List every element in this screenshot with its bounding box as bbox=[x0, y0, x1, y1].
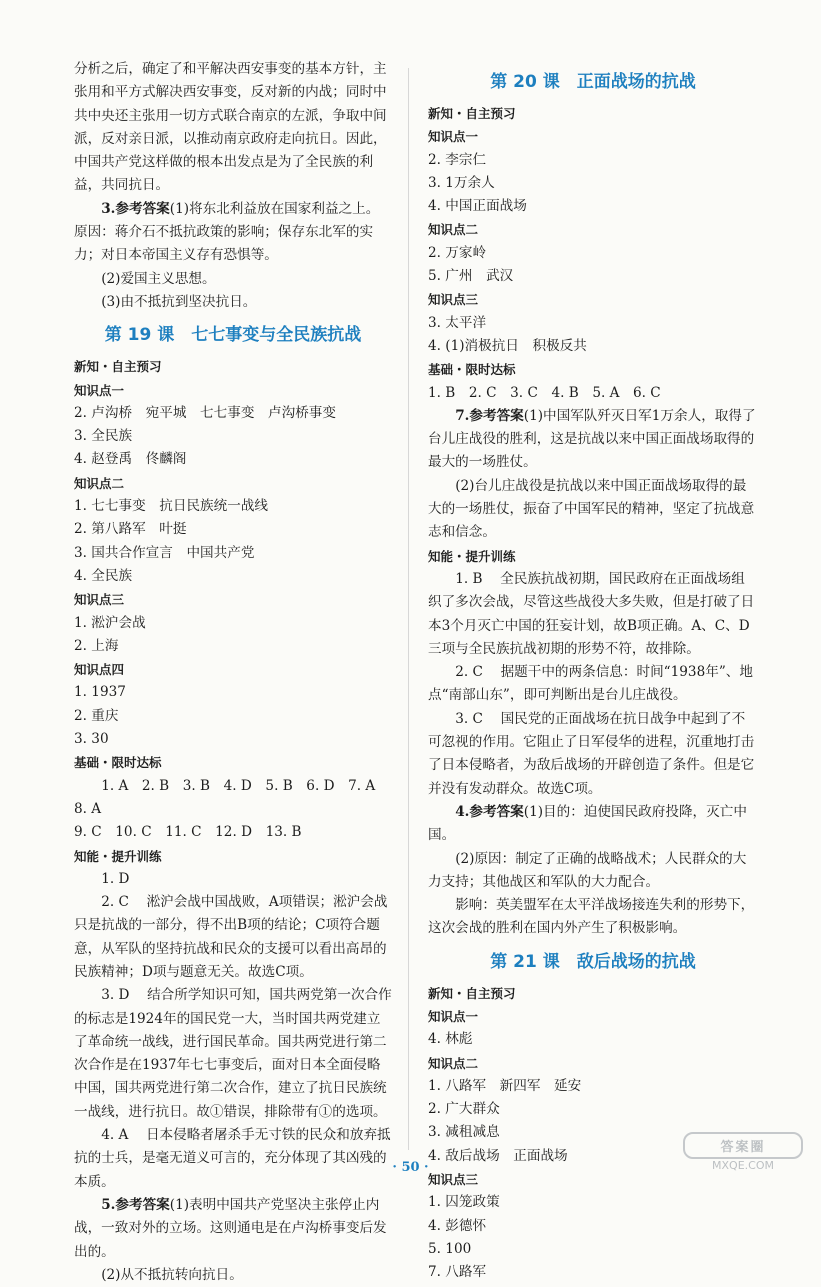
adv-1: 1. B 全民族抗战初期，国民政府在正面战场组织了多次会战，尽管这些战役大多失败，但是打破了日本3个月灭亡中国的狂妄计划，故B项正确。A、C、D三项与全民族抗战初期的形势不符，故排除。 bbox=[428, 570, 755, 657]
adv-2: 2. C 淞沪会战中国战败，A项错误；淞沪会战只是抗战的一部分，得不出B项的结论；C项符合题意，从军队的坚持抗战和民众的支援可以看出高昂的民族精神；D项与题意无关。故选C项。 bbox=[74, 894, 388, 980]
list-item: 3. 30 bbox=[74, 731, 109, 748]
list-item: 1. 七七事变 抗日民族统一战线 bbox=[74, 498, 269, 515]
adv-2: 2. C 据题干中的两条信息：时间“1938年”、地点“南部山东”，即可判断出是台儿庄战役。 bbox=[428, 664, 753, 704]
list-item: 4. 全民族 bbox=[74, 567, 133, 584]
basic-answers-line2: 9. C 10. C 11. C 12. D 13. B bbox=[74, 824, 302, 841]
knowledge-point-3: 知识点三 bbox=[74, 592, 125, 608]
list-item: 4. (1)消极抗日 积极反共 bbox=[428, 337, 587, 354]
lesson-19-title: 第 19 课 七七事变与全民族抗战 bbox=[104, 325, 362, 346]
list-item: 5. 广州 武汉 bbox=[428, 268, 514, 285]
list-item: 4. 赵登禹 佟麟阁 bbox=[74, 451, 187, 468]
section-advanced: 知能・提升训练 bbox=[74, 848, 162, 864]
list-item: 2. 广大群众 bbox=[428, 1101, 500, 1118]
lesson-20-title: 第 20 课 正面战场的抗战 bbox=[490, 72, 696, 92]
adv-3: 3. D 结合所学知识可知，国共两党第一次合作的标志是1924年的国民党一大，当时国共两党建立了革命统一战线，进行国民革命。国共两党进行第二次合作是在1937年七七事变后，面对日本全面侵略中国，国共两党进行第二次合作，建立了抗日民族统一战线，进行抗日。故①错误，排除带有①的选项。 bbox=[74, 987, 392, 1120]
list-item: 7. 八路军 bbox=[428, 1264, 487, 1281]
knowledge-point-2: 知识点二 bbox=[428, 222, 479, 238]
knowledge-point-1: 知识点一 bbox=[428, 1008, 479, 1024]
adv-5: 5.参考答案(1)表明中国共产党坚决主张停止内战，一致对外的立场。这则通电是在卢沟桥事变后发出的。 bbox=[74, 1196, 387, 1260]
list-item: 2. 李宗仁 bbox=[428, 151, 487, 168]
answer-3-part3: (3)由不抵抗到坚决抗日。 bbox=[101, 293, 257, 310]
knowledge-point-4: 知识点四 bbox=[74, 662, 125, 678]
section-basic: 基础・限时达标 bbox=[74, 755, 162, 771]
page-number: · 50 · bbox=[392, 1160, 429, 1175]
list-item: 4. 林彪 bbox=[428, 1031, 473, 1048]
list-item: 2. 上海 bbox=[74, 637, 119, 654]
list-item: 1. 八路军 新四军 延安 bbox=[428, 1077, 582, 1094]
list-item: 1. 囚笼政策 bbox=[428, 1194, 500, 1211]
continuation-paragraph: 分析之后，确定了和平解决西安事变的基本方针，主张用和平方式解决西安事变，反对新的内战；同时中共中央还主张用一切方式联合南京的左派，争取中间派，反对亲日派，以推动南京政府走向抗日。因此，中国共产党这样做的根本出发点是为了全民族的利益，共同抗日。 bbox=[74, 61, 387, 194]
left-column bbox=[74, 58, 392, 1287]
list-item: 5. 100 bbox=[428, 1240, 472, 1257]
list-item: 3. 国共合作宣言 中国共产党 bbox=[74, 544, 255, 561]
adv-3: 3. C 国民党的正面战场在抗日战争中起到了不可忽视的作用。它阻止了日军侵华的进程，沉重地打击了日本侵略者，为敌后战场的开辟创造了条件。但是它并没有发动群众。故选C项。 bbox=[428, 710, 755, 797]
right-column bbox=[428, 58, 758, 1285]
column-divider bbox=[408, 68, 409, 1150]
adv-4-part2: (2)原因：制定了正确的战略战术；人民群众的大力支持；其他战区和军队的大力配合。 bbox=[428, 850, 747, 890]
list-item: 4. 彭德怀 bbox=[428, 1217, 487, 1234]
adv-5-part2: (2)从不抵抗转向抗日。 bbox=[101, 1266, 243, 1283]
list-item: 3. 减租减息 bbox=[428, 1124, 500, 1141]
knowledge-point-1: 知识点一 bbox=[74, 382, 125, 398]
knowledge-point-3: 知识点三 bbox=[428, 1172, 479, 1188]
watermark-url: MXQE.COM bbox=[712, 1159, 774, 1172]
section-preview: 新知・自主预习 bbox=[74, 359, 162, 375]
adv-4: 4.参考答案(1)目的：迫使国民政府投降，灭亡中国。 bbox=[428, 803, 747, 844]
section-preview: 新知・自主预习 bbox=[428, 985, 516, 1001]
list-item: 2. 卢沟桥 宛平城 七七事变 卢沟桥事变 bbox=[74, 404, 336, 421]
knowledge-point-3: 知识点三 bbox=[428, 292, 479, 308]
answer-7: 7.参考答案(1)中国军队歼灭日军1万余人，取得了台儿庄战役的胜利，这是抗战以来中国正面战场取得的最大的一场胜仗。 bbox=[428, 407, 756, 471]
list-item: 2. 重庆 bbox=[74, 707, 119, 724]
knowledge-point-2: 知识点二 bbox=[428, 1055, 479, 1071]
list-item: 4. 中国正面战场 bbox=[428, 198, 527, 215]
list-item: 3. 太平洋 bbox=[428, 314, 487, 331]
watermark bbox=[683, 1132, 803, 1188]
answer-3: 3.参考答案(1)将东北利益放在国家利益之上。原因：蒋介石不抵抗政策的影响；保存东北军的实力；对日本帝国主义存有恐惧等。 bbox=[74, 200, 380, 264]
adv-4-part3: 影响：英美盟军在太平洋战场接连失利的形势下，这次会战的胜利在国内外产生了积极影响。 bbox=[428, 897, 755, 937]
answer-3-part2: (2)爱国主义思想。 bbox=[101, 270, 216, 287]
adv-1: 1. D bbox=[101, 870, 130, 887]
knowledge-point-2: 知识点二 bbox=[74, 475, 125, 491]
lesson-21-title: 第 21 课 敌后战场的抗战 bbox=[490, 951, 696, 972]
basic-answers-line1: 1. A 2. B 3. B 4. D 5. B 6. D 7. A 8. A bbox=[74, 777, 389, 817]
list-item: 1. 淞沪会战 bbox=[74, 614, 146, 631]
list-item: 3. 全民族 bbox=[74, 428, 133, 445]
list-item: 3. 1万余人 bbox=[428, 174, 495, 191]
section-basic: 基础・限时达标 bbox=[428, 362, 516, 378]
basic-answers-line1: 1. B 2. C 3. C 4. B 5. A 6. C bbox=[428, 384, 661, 401]
list-item: 2. 第八路军 叶挺 bbox=[74, 521, 187, 538]
section-preview: 新知・自主预习 bbox=[428, 106, 516, 121]
knowledge-point-1: 知识点一 bbox=[428, 129, 479, 145]
watermark-logo: 答案圈 bbox=[683, 1132, 803, 1159]
list-item: 2. 万家岭 bbox=[428, 244, 487, 261]
answer-7-part2: (2)台儿庄战役是抗战以来中国正面战场取得的最大的一场胜仗，振奋了中国军民的精神，坚定了抗战意志和信念。 bbox=[428, 477, 755, 541]
list-item: 4. 敌后战场 正面战场 bbox=[428, 1147, 568, 1164]
list-item: 1. 1937 bbox=[74, 684, 126, 701]
adv-4: 4. A 日本侵略者屠杀手无寸铁的民众和放弃抵抗的士兵，是毫无道义可言的，充分体现了其凶残的本质。 bbox=[74, 1127, 391, 1190]
section-advanced: 知能・提升训练 bbox=[428, 548, 516, 564]
